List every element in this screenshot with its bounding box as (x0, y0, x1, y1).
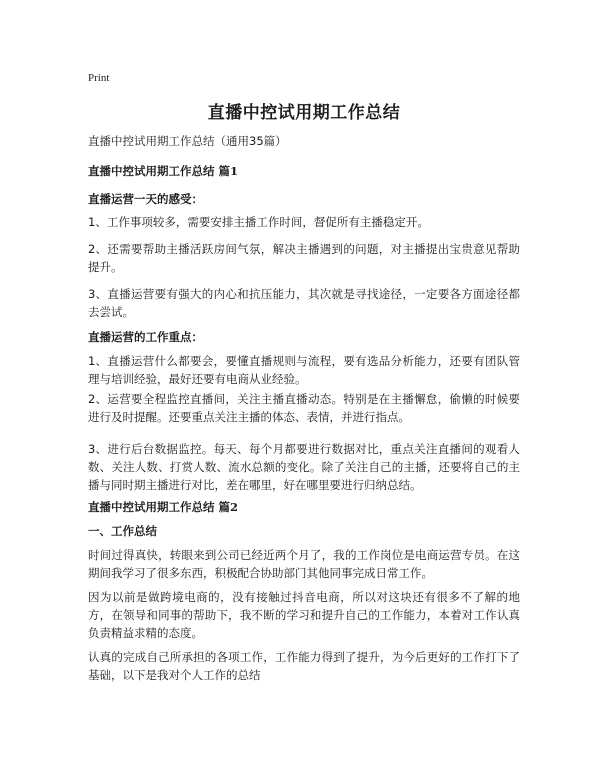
paragraph: 3、直播运营要有强大的内心和抗压能力，其次就是寻找途径，一定要各方面途径都去尝试。 (88, 287, 520, 319)
print-label: Print (88, 72, 110, 84)
paragraph: 时间过得真快，转眼来到公司已经近两个月了，我的工作岗位是电商运营专员。在这期间我学习了很多东西，积极配合协助部门其他同事完成日常工作。 (88, 548, 520, 580)
paragraph: 认真的完成自己所承担的各项工作，工作能力得到了提升，为今后更好的工作打下了基础，以下是我对个人工作的总结 (88, 650, 520, 682)
paragraph: 因为以前是做跨境电商的，没有接触过抖音电商，所以对这块还有很多不了解的地方，在领导和同事的帮助下，我不断的学习和提升自己的工作能力，本着对工作认真负责精益求精的态度。 (88, 590, 520, 640)
section-heading: 一、工作总结 (88, 524, 157, 538)
document-title: 直播中控试用期工作总结 (207, 103, 401, 123)
section-heading: 直播运营的工作重点： (88, 330, 203, 344)
section-heading: 直播中控试用期工作总结 篇2 (88, 500, 239, 514)
paragraph: 1、直播运营什么都要会，要懂直播规则与流程，要有选品分析能力，还要有团队管理与培训经验，最好还要有电商从业经验。 (88, 354, 520, 386)
paragraph: 2、运营要全程监控直播间，关注主播直播动态。特别是在主播懈怠，偷懒的时候要进行及时提醒。还要重点关注主播的体态、表情，并进行指点。 (88, 392, 520, 424)
section-heading: 直播中控试用期工作总结 篇1 (88, 164, 239, 178)
paragraph: 3、进行后台数据监控。每天、每个月都要进行数据对比，重点关注直播间的观看人数、关注人数、打赏人数、流水总额的变化。除了关注自己的主播，还要将自己的主播与同时期主播进行对比，差在哪里，好在哪里要进行归纳总结。 (88, 442, 520, 492)
section-heading: 直播运营一天的感受： (88, 192, 203, 206)
paragraph: 2、还需要帮助主播活跃房间气氛，解决主播遇到的问题，对主播提出宝贵意见帮助提升。 (88, 242, 520, 274)
paragraph: 1、工作事项较多，需要安排主播工作时间，督促所有主播稳定开。 (88, 215, 429, 229)
document-subtitle: 直播中控试用期工作总结（通用35篇） (88, 134, 287, 148)
